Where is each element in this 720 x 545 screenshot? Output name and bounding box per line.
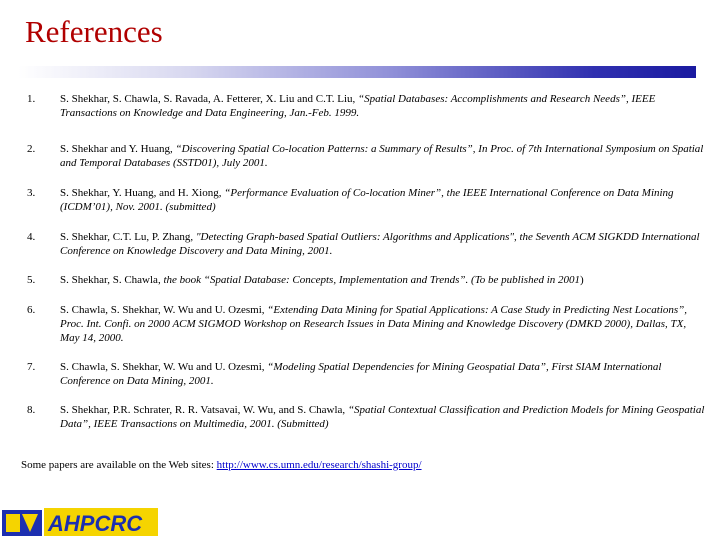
reference-title: “Extending Data Mining for Spatial Applications: A Case Study in Predicting Nest Locations”, Proc. Int. Confi. on 2000 ACM SIGMOD Workshop on Research Issues in Data Mining and Knowledge Discovery (DMKD 2000), Dallas, TX, May 14, 2000. <box>60 304 688 344</box>
reference-title: the book “Spatial Database: Concepts, Implementation and Trends”. (To be published in 2001 <box>163 274 581 286</box>
reference-text <box>60 273 705 287</box>
reference-authors: S. Chawla, S. Shekhar, W. Wu and U. Ozesmi, <box>60 304 268 316</box>
reference-authors: S. Shekhar, P.R. Schrater, R. R. Vatsavai, W. Wu, and S. Chawla, <box>60 404 348 416</box>
reference-authors: S. Chawla, S. Shekhar, W. Wu and U. Ozesmi, <box>60 361 268 373</box>
reference-title: “Performance Evaluation of Co-location Miner”, the IEEE International Conference on Data Mining (ICDM’01), Nov. 2001. (submitted) <box>60 187 674 213</box>
reference-text <box>60 186 705 214</box>
reference-rest: ) <box>580 274 584 286</box>
reference-title: “Spatial Contextual Classification and Prediction Models for Mining Geospatial Data”, IEEE Transactions on Multimedia, 2001. (Submitted) <box>60 404 705 430</box>
reference-title: “Modeling Spatial Dependencies for Mining Geospatial Data”, First SIAM International Conference on Data Mining, 2001. <box>60 361 662 387</box>
reference-text <box>60 303 705 345</box>
footer-text: Some papers are available on the Web sites: <box>21 459 217 471</box>
reference-number: 7. <box>27 361 36 373</box>
web-link[interactable]: http://www.cs.umn.edu/research/shashi-group/ <box>216 459 422 471</box>
footer-note <box>21 458 422 472</box>
ahpcrc-logo <box>0 500 160 540</box>
reference-text <box>60 142 705 170</box>
reference-title: “Spatial Databases: Accomplishments and Research Needs”, IEEE Transactions on Knowledge and Data Engineering, Jan.-Feb. 1999. <box>60 93 656 119</box>
reference-authors: S. Shekhar, S. Chawla, S. Ravada, A. Fetterer, X. Liu and C.T. Liu, <box>60 93 359 105</box>
reference-authors: S. Shekhar, C.T. Lu, P. Zhang, <box>60 231 196 243</box>
title-divider <box>18 66 696 78</box>
logo-text: AHPCRC <box>48 511 143 536</box>
reference-number: 2. <box>27 143 36 155</box>
logo-mark-accent <box>6 514 20 532</box>
reference-text <box>60 92 705 120</box>
reference-authors: S. Shekhar, S. Chawla, <box>60 274 164 286</box>
reference-number: 5. <box>27 274 36 286</box>
reference-text <box>60 403 705 431</box>
reference-number: 4. <box>27 231 36 243</box>
reference-authors: S. Shekhar and Y. Huang, <box>60 143 176 155</box>
reference-title: "Detecting Graph-based Spatial Outliers: Algorithms and Applications", the Seventh ACM SIGKDD International Conference on Knowledge Discovery and Data Mining, 2001. <box>60 231 700 257</box>
reference-number: 6. <box>27 304 36 316</box>
reference-text <box>60 230 705 258</box>
reference-number: 8. <box>27 404 36 416</box>
logo-graphic <box>0 500 160 540</box>
page-title: References <box>25 14 163 49</box>
reference-number: 3. <box>27 187 36 199</box>
reference-title: “Discovering Spatial Co-location Patterns: a Summary of Results”, In Proc. of 7th International Symposium on Spatial and Temporal Databases (SSTD01), July 2001. <box>60 143 704 169</box>
reference-authors: S. Shekhar, Y. Huang, and H. Xiong, <box>60 187 225 199</box>
reference-text <box>60 360 705 388</box>
reference-number: 1. <box>27 93 36 105</box>
